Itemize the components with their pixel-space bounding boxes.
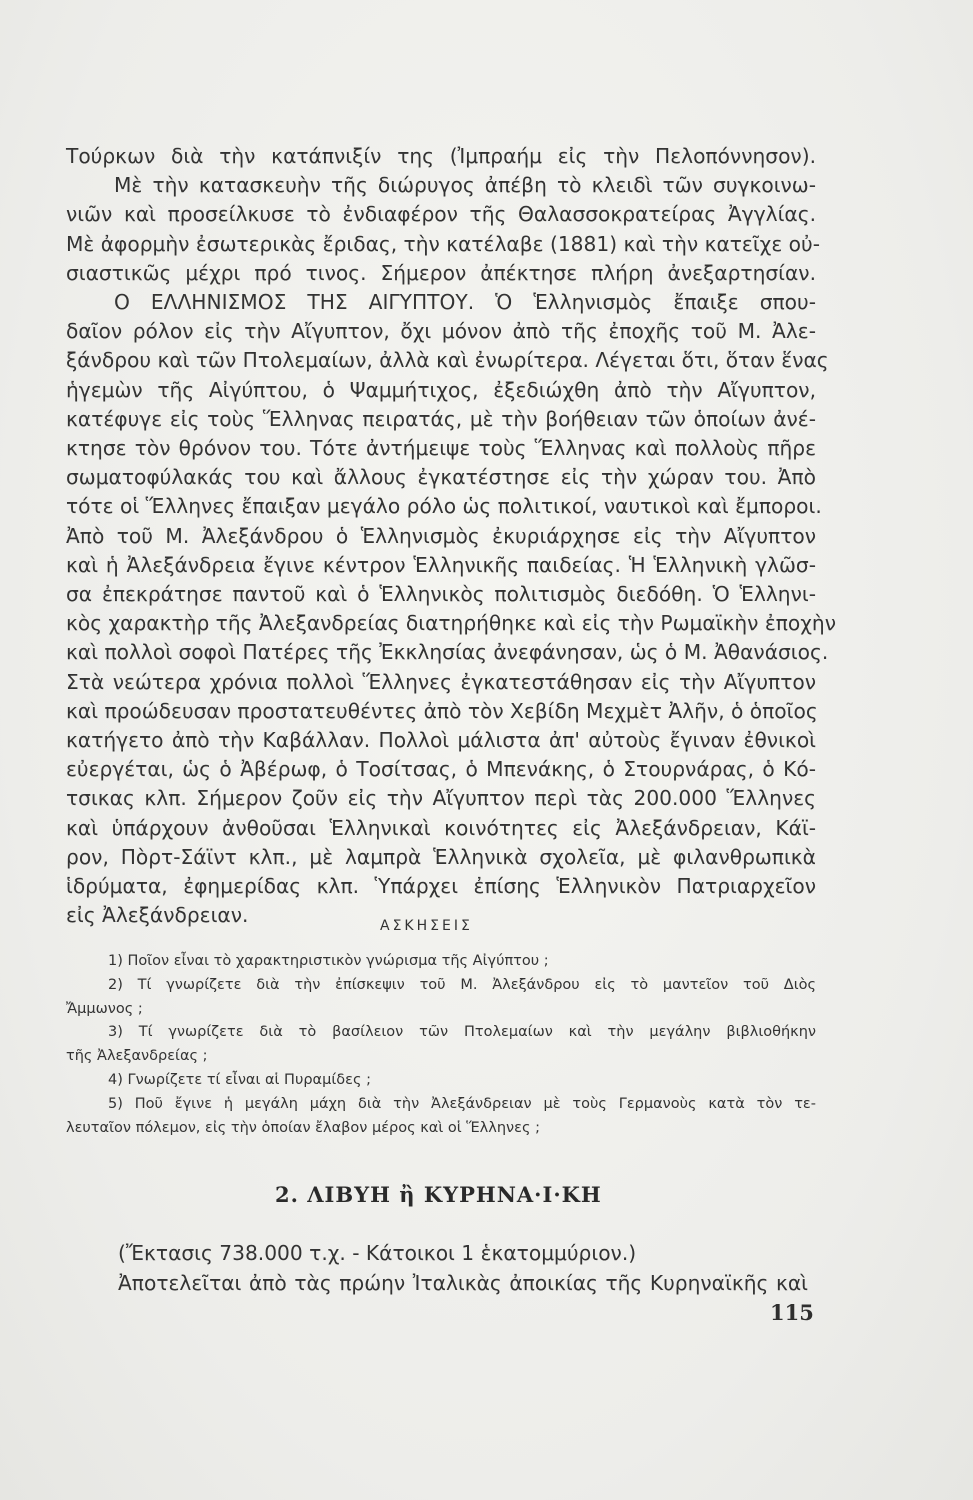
main-text-line: νιῶν καὶ προσείλκυσε τὸ ἐνδιαφέρον τῆς Θαλασσοκρατείρας Ἀγγλίας. — [66, 202, 816, 227]
main-text-line: καὶ προώδευσαν προστατευθέντες ἀπὸ τὸν Χεβίδη Μεχμὲτ Ἀλῆν, ὁ ὁποῖος — [66, 698, 818, 723]
exercise-line: 4) Γνωρίζετε τί εἶναι αἱ Πυραμίδες ; — [108, 1071, 371, 1088]
exercise-line: Ἄμμωνος ; — [66, 1000, 143, 1017]
main-text-line: ξάνδρου καὶ τῶν Πτολεμαίων, ἀλλὰ καὶ ἐνωρίτερα. Λέγεται ὅτι, ὅταν ἕνας — [66, 348, 829, 373]
main-text-line: κτησε τὸν θρόνον του. Τότε ἀντήμειψε τοὺς Ἕλληνας καὶ πολλοὺς πῆρε — [66, 436, 816, 461]
chapter-text-line: Ἀποτελεῖται ἀπὸ τὰς πρώην Ἰταλικὰς ἀποικίας τῆς Κυρηναϊκῆς καὶ — [118, 1271, 808, 1295]
main-text-line: εὐεργέται, ὡς ὁ Ἀβέρωφ, ὁ Τοσίτσας, ὁ Μπενάκης, ὁ Στουρνάρας, ὁ Κό- — [66, 757, 816, 782]
main-text-line: Μὲ ἀφορμὴν ἐσωτερικὰς ἔριδας, τὴν κατέλαβε (1881) καὶ τὴν κατεῖχε οὐ- — [66, 231, 820, 256]
chapter-text-line: (Ἔκτασις 738.000 τ.χ. - Κάτοικοι 1 ἑκατομμύριον.) — [118, 1241, 637, 1265]
main-text-line: σιαστικῶς μέχρι πρό τινος. Σήμερον ἀπέκτησε πλήρη ἀνεξαρτησίαν. — [66, 260, 816, 285]
exercises-list — [66, 950, 816, 1140]
main-text-line: Στὰ νεώτερα χρόνια πολλοὶ Ἕλληνες ἐγκατεστάθησαν εἰς τὴν Αἴγυπτον — [66, 669, 816, 694]
main-text-line: τσικας κλπ. Σήμερον ζοῦν εἰς τὴν Αἴγυπτον περὶ τὰς 200.000 Ἕλληνες — [66, 786, 816, 811]
exercises-heading: ΑΣΚΗΣΕΙΣ — [380, 918, 473, 934]
main-text-line: ρον, Πὸρτ-Σάϊντ κλπ., μὲ λαμπρὰ Ἑλληνικὰ σχολεῖα, μὲ φιλανθρωπικὰ — [66, 844, 816, 869]
main-text-line: Τούρκων διὰ τὴν κατάπνιξίν της (Ἰμπραήμ εἰς τὴν Πελοπόννησον). — [66, 144, 816, 168]
exercise-line: τῆς Ἀλεξανδρείας ; — [66, 1048, 208, 1065]
main-text-line: Μὲ τὴν κατασκευὴν τῆς διώρυγος ἀπέβη τὸ κλειδὶ τῶν συγκοινω- — [114, 173, 816, 198]
exercise-line: 5) Ποῦ ἔγινε ἡ μεγάλη μάχη διὰ τὴν Ἀλεξάνδρειαν μὲ τοὺς Γερμανοὺς κατὰ τὸν τε- — [108, 1095, 816, 1112]
main-text-line: κατήγετο ἀπὸ τὴν Καβάλλαν. Πολλοὶ μάλιστα ἀπ' αὐτοὺς ἔγιναν ἐθνικοὶ — [66, 728, 816, 753]
main-text-line: σα ἐπεκράτησε παντοῦ καὶ ὁ Ἑλληνικὸς πολιτισμὸς διεδόθη. Ὁ Ἑλληνι- — [66, 582, 816, 607]
chapter-title: 2. ΛΙΒΥΗ ἢ ΚΥΡΗΝΑ·Ι·ΚΗ — [275, 1182, 602, 1207]
page-number: 115 — [770, 1300, 814, 1325]
main-text-line: καὶ ὑπάρχουν ἀνθοῦσαι Ἑλληνικαὶ κοινότητες εἰς Ἀλεξάνδρειαν, Κάϊ- — [66, 815, 816, 840]
main-text-line: κὸς χαρακτὴρ τῆς Ἀλεξανδρείας διατηρήθηκε καὶ εἰς τὴν Ρωμαϊκὴν ἐποχὴν — [66, 611, 837, 636]
main-text-line: ἡγεμὼν τῆς Αἰγύπτου, ὁ Ψαμμήτιχος, ἐξεδιώχθη ἀπὸ τὴν Αἴγυπτον, — [66, 377, 816, 402]
main-text-block — [66, 142, 837, 930]
main-text-line: Ἀπὸ τοῦ Μ. Ἀλεξάνδρου ὁ Ἑλληνισμὸς ἐκυριάρχησε εἰς τὴν Αἴγυπτον — [66, 523, 816, 548]
main-text-line: καὶ πολλοὶ σοφοὶ Πατέρες τῆς Ἐκκλησίας ἀνεφάνησαν, ὡς ὁ Μ. Ἀθανάσιος. — [66, 640, 829, 665]
exercise-line: λευταῖον πόλεμον, εἰς τὴν ὁποίαν ἔλαβον μέρος καὶ οἱ Ἕλληνες ; — [66, 1119, 540, 1136]
main-text-line: δαῖον ρόλον εἰς τὴν Αἴγυπτον, ὄχι μόνον ἀπὸ τῆς ἐποχῆς τοῦ Μ. Ἀλε- — [66, 319, 816, 344]
main-text-line: τότε οἱ Ἕλληνες ἔπαιξαν μεγάλο ρόλο ὡς πολιτικοί, ναυτικοὶ καὶ ἔμποροι. — [66, 494, 822, 519]
exercise-line: 1) Ποῖον εἶναι τὸ χαρακτηριστικὸν γνώρισμα τῆς Αἰγύπτου ; — [108, 953, 549, 969]
main-text-line: σωματοφύλακάς του καὶ ἄλλους ἐγκατέστησε εἰς τὴν χώραν του. Ἀπὸ — [66, 465, 816, 490]
exercise-line: 2) Τί γνωρίζετε διὰ τὴν ἐπίσκεψιν τοῦ Μ. Ἀλεξάνδρου εἰς τὸ μαντεῖον τοῦ Διὸς — [108, 976, 816, 993]
main-text-line: ἱδρύματα, ἐφημερίδας κλπ. Ὑπάρχει ἐπίσης Ἑλληνικὸν Πατριαρχεῖον — [66, 874, 816, 899]
main-text-line: εἰς Ἀλεξάνδρειαν. — [66, 903, 249, 928]
main-text-line: Ο ΕΛΛΗΝΙΣΜΟΣ ΤΗΣ ΑΙΓΥΠΤΟΥ. Ὁ Ἑλληνισμὸς ἔπαιξε σπου- — [114, 290, 816, 315]
main-text-line: κατέφυγε εἰς τοὺς Ἕλληνας πειρατάς, μὲ τὴν βοήθειαν τῶν ὁποίων ἀνέ- — [66, 406, 816, 431]
exercise-line: 3) Τί γνωρίζετε διὰ τὸ βασίλειον τῶν Πτολεμαίων καὶ τὴν μεγάλην βιβλιοθήκην — [108, 1024, 816, 1041]
main-text-line: καὶ ἡ Ἀλεξάνδρεια ἔγινε κέντρον Ἑλληνικῆς παιδείας. Ἡ Ἑλληνικὴ γλῶσ- — [66, 552, 816, 577]
chapter-text-block — [118, 1238, 808, 1298]
